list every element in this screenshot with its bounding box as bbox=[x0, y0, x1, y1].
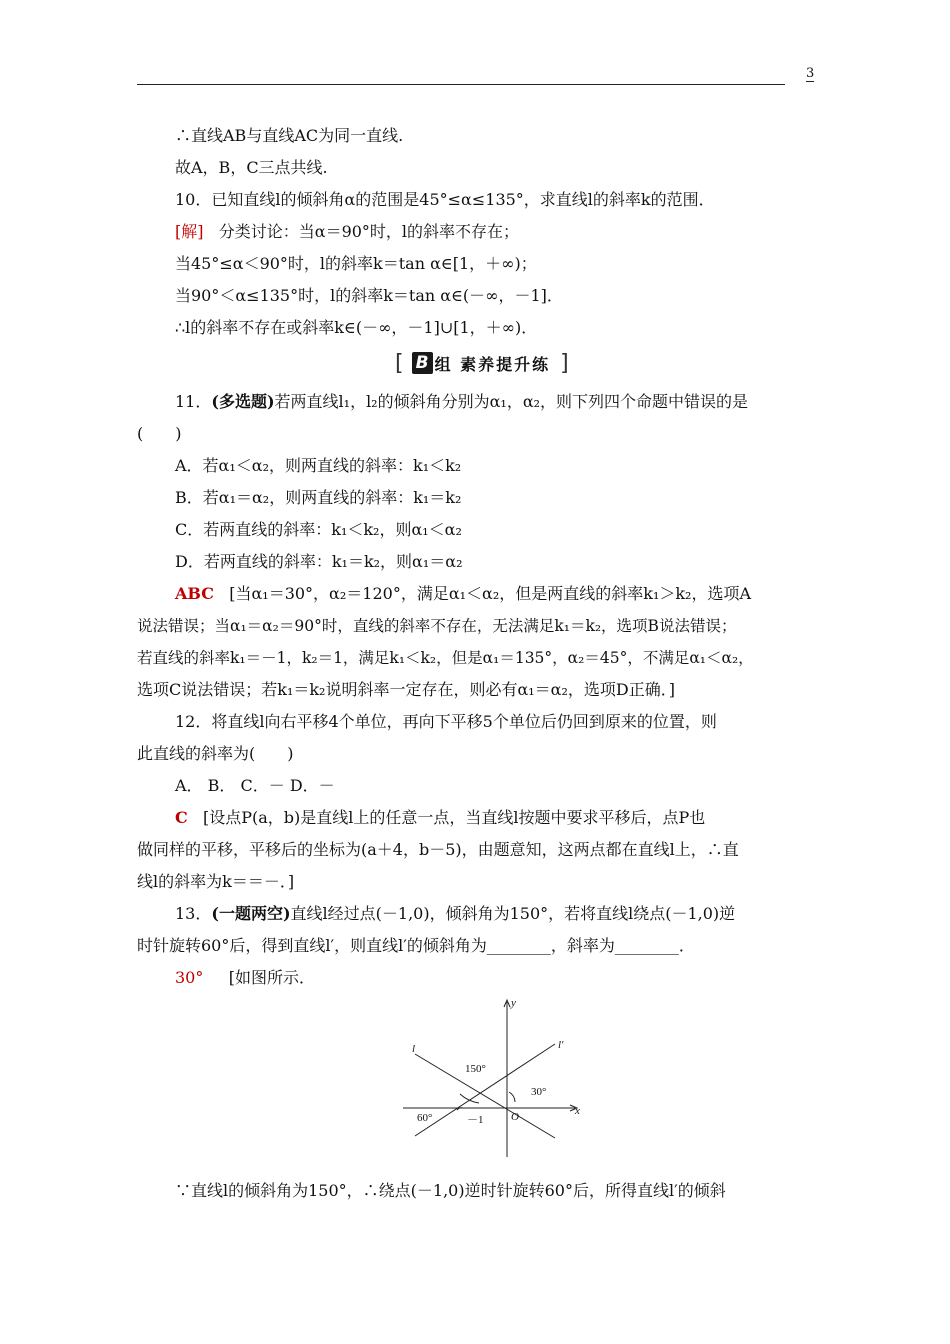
banner-letter: B bbox=[412, 352, 433, 374]
text-line: ∴直线AB与直线AC为同一直线. bbox=[175, 126, 404, 145]
q12-answer: C bbox=[175, 808, 188, 827]
q13-explain-text: [如图所示． bbox=[228, 968, 316, 987]
text-line: 当45°≤α＜90°时，l的斜率k＝tan α∈[1，＋∞)； bbox=[175, 254, 537, 273]
q13-text: 直线l经过点(－1,0)，倾斜角为150°，若将直线l绕点(－1,0)逆 bbox=[290, 904, 736, 923]
banner-bracket-left: [ bbox=[395, 350, 404, 376]
q13-stem: 时针旋转60°后，得到直线l′，则直线l′的倾斜角为________，斜率为________． bbox=[137, 936, 695, 955]
q11-text: 若两直线l₁，l₂的倾斜角分别为α₁，α₂，则下列四个命题中错误的是 bbox=[274, 392, 749, 411]
q11-answer: ABC bbox=[175, 584, 214, 603]
q12-explain-line: 做同样的平移，平移后的坐标为(a＋4，b－5)，由题意知，这两点都在直线l上，∴直 bbox=[137, 840, 739, 859]
q11-option-b: B．若α₁＝α₂，则两直线的斜率：k₁＝k₂ bbox=[175, 488, 462, 507]
q11-option-d: D．若两直线的斜率：k₁＝k₂，则α₁＝α₂ bbox=[175, 552, 463, 571]
q11-explain-line bbox=[175, 583, 751, 605]
l-label: l bbox=[412, 1043, 416, 1055]
geometry-figure bbox=[395, 992, 595, 1162]
angle-marker-30 bbox=[509, 1092, 515, 1102]
text-line: 当90°＜α≤135°时，l的斜率k＝tan α∈(－∞，－1]． bbox=[175, 286, 563, 305]
q11-option-a: A．若α₁＜α₂，则两直线的斜率：k₁＜k₂ bbox=[175, 456, 462, 475]
q13-answer: 30° bbox=[175, 968, 204, 987]
q11-stem bbox=[175, 391, 748, 413]
origin-label: O bbox=[511, 1111, 519, 1123]
q12-options: A． B． C．－ D．－ bbox=[175, 776, 335, 795]
q12-explain-line bbox=[175, 807, 705, 829]
y-label: y bbox=[511, 997, 516, 1009]
q12-explain-line: 线l的斜率为k＝＝－．] bbox=[137, 872, 295, 891]
q13-stem bbox=[175, 903, 735, 925]
q11-tag: (多选题) bbox=[211, 392, 275, 411]
q12-stem: 此直线的斜率为( ) bbox=[137, 744, 294, 763]
page-number: 3 bbox=[806, 66, 815, 81]
x-label: x bbox=[575, 1105, 580, 1117]
q13-explain-line bbox=[175, 967, 315, 989]
text-line: 故A，B，C三点共线. bbox=[175, 158, 328, 177]
angle-150-label: 150° bbox=[465, 1063, 486, 1075]
solution-text: 分类讨论：当α＝90°时，l的斜率不存在； bbox=[218, 222, 520, 241]
solution-line bbox=[175, 221, 519, 243]
jie-label: [解] bbox=[175, 222, 204, 241]
angle-30-label: 30° bbox=[531, 1086, 547, 1098]
minus-one-label: －1 bbox=[467, 1114, 484, 1126]
q11-number: 11． bbox=[175, 392, 212, 411]
header-rule bbox=[137, 84, 785, 85]
q11-explain-line: 选项C说法错误；若k₁＝k₂说明斜率一定存在，则必有α₁＝α₂，选项D正确．] bbox=[137, 680, 675, 699]
banner-bracket-right: ] bbox=[560, 350, 569, 376]
text-line: 10．已知直线l的倾斜角α的范围是45°≤α≤135°，求直线l的斜率k的范围． bbox=[175, 190, 715, 209]
text-line: ∴l的斜率不存在或斜率k∈(－∞，－1]∪[1，＋∞)． bbox=[175, 318, 538, 337]
q11-explain-line: 若直线的斜率k₁＝－1，k₂＝1，满足k₁＜k₂，但是α₁＝135°，α₂＝45°，不满足α₁＜α₂， bbox=[137, 649, 754, 667]
q12-explain-text: [设点P(a，b)是直线l上的任意一点，当直线l按题中要求平移后，点P也 bbox=[203, 808, 706, 827]
angle-60-label: 60° bbox=[417, 1112, 433, 1124]
q11-explain-text: [当α₁＝30°，α₂＝120°，满足α₁＜α₂，但是两直线的斜率k₁＞k₂，选项A bbox=[229, 584, 752, 603]
q11-option-c: C．若两直线的斜率：k₁＜k₂，则α₁＜α₂ bbox=[175, 520, 462, 539]
section-banner bbox=[395, 349, 569, 377]
banner-title: 组 素养提升练 bbox=[434, 354, 551, 374]
q13-tag: (一题两空) bbox=[211, 904, 291, 923]
q11-paren: ( ) bbox=[137, 424, 182, 443]
q13-last-line: ∵直线l的倾斜角为150°，∴绕点(－1,0)逆时针旋转60°后，所得直线l′的倾斜 bbox=[175, 1181, 726, 1200]
l-prime-label: l′ bbox=[558, 1039, 564, 1051]
q12-stem: 12．将直线l向右平移4个单位，再向下平移5个单位后仍回到原来的位置，则 bbox=[175, 712, 717, 731]
q11-explain-line: 说法错误；当α₁＝α₂＝90°时，直线的斜率不存在，无法满足k₁＝k₂，选项B说法错误； bbox=[137, 617, 737, 635]
q13-number: 13． bbox=[175, 904, 212, 923]
